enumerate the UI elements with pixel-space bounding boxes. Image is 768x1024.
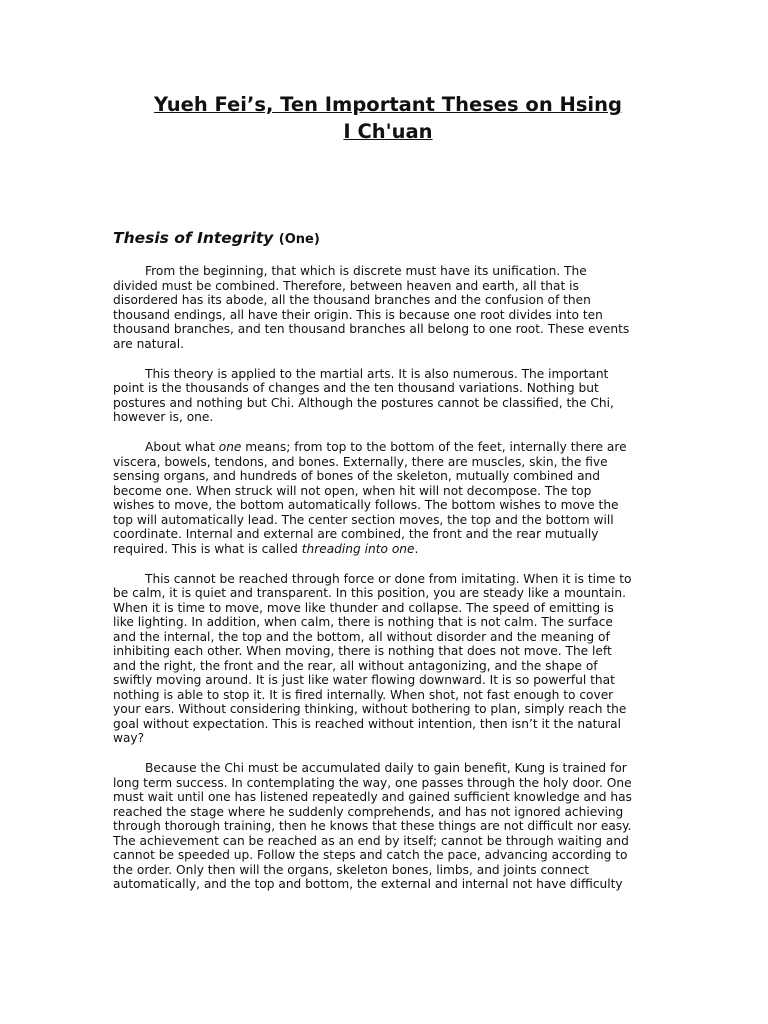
paragraph-4: This cannot be reached through force or done from imitating. When it is time to be calm, it is quiet and transparent. In this position, you are steady like a mountain. When it is time to move, move like thunder and collapse. The speed of emitting is like lighting. In addition, when calm, there is nothing that is not calm. The surface and the internal, the top and the bottom, all without disorder and the meaning of inhibiting each other. When moving, there is nothing that does not move. The left and the right, the front and the rear, all without antagonizing, and the shape of swiftly moving around. It is just like water flowing downward. It is so powerful that nothing is able to stop it. It is fired internally. When shot, not fast enough to cover your ears. Without considering thinking, without bothering to plan, simply reach the goal without expectation. This is reached without intention, then isn’t it the natural way? bbox=[113, 571, 632, 745]
section-number: (One) bbox=[278, 232, 320, 247]
title-line-1: Yueh Fei’s, Ten Important Theses on Hsing bbox=[154, 93, 622, 116]
section-heading-text: Thesis of Integrity bbox=[113, 229, 274, 247]
paragraph-1: From the beginning, that which is discrete must have its unification. The divided must be combined. Therefore, between heaven and earth, all that is disordered has its abode, all the thousand branches and the confusion of then thousand endings, all have their origin. This is because one root divides into ten thousand branches, and ten thousand branches all belong to one root. These events are natural. bbox=[113, 264, 630, 351]
paragraph-3 bbox=[113, 440, 633, 556]
paragraph-3-emphasis-one: one bbox=[218, 440, 242, 454]
document-title bbox=[100, 91, 676, 145]
paragraph-3-part-a: About what bbox=[145, 440, 219, 454]
title-line-2: I Ch'uan bbox=[343, 120, 433, 143]
paragraph-3-part-c: . bbox=[414, 541, 419, 556]
section-heading bbox=[113, 228, 320, 250]
document-body bbox=[113, 264, 633, 907]
paragraph-2: This theory is applied to the martial arts. It is also numerous. The important point is the thousands of changes and the ten thousand variations. Nothing but postures and nothing but Chi. Although the postures cannot be classified, the Chi, however is, one. bbox=[113, 366, 614, 424]
paragraph-3-emphasis-threading: threading into one bbox=[301, 541, 415, 556]
paragraph-5: Because the Chi must be accumulated daily to gain benefit, Kung is trained for long term success. In contemplating the way, one passes through the holy door. One must wait until one has listened repeatedly and gained sufficient knowledge and has reached the stage where he suddenly comprehends, and has not ignored achieving through thorough training, then he knows that these things are not difficult nor easy. The achievement can be reached as an end by itself; cannot be through waiting and cannot be speeded up. Follow the steps and catch the pace, advancing according to the order. Only then will the organs, skeleton bones, limbs, and joints connect automatically, and the top and bottom, the external and internal not have difficulty bbox=[113, 761, 632, 891]
paragraph-3-part-b: means; from top to the bottom of the feet, internally there are viscera, bowels, tendons, and bones. Externally, there are muscles, skin, the five sensing organs, and hundreds of bones of the skeleton, mutually combined and become one. When struck will not open, when hit will not decompose. The top wishes to move, the bottom automatically follows. The bottom wishes to move the top will automatically lead. The center section moves, the top and the bottom will coordinate. Internal and external are combined, the front and the rear mutually required. This is what is called bbox=[113, 440, 627, 556]
